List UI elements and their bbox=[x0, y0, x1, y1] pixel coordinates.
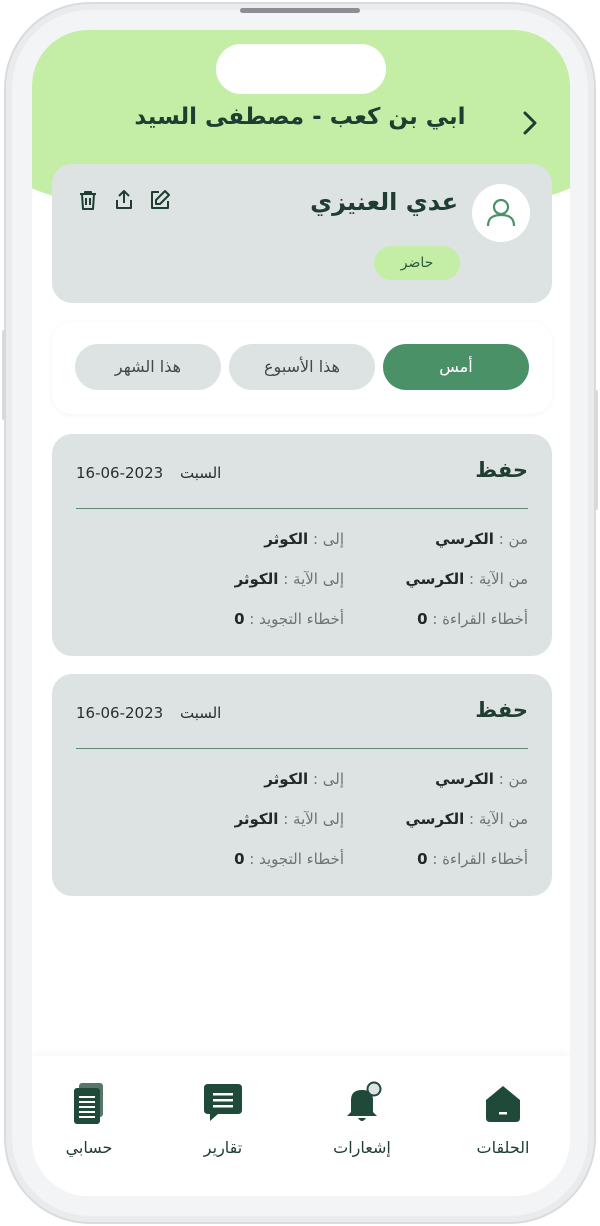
record-card[interactable] bbox=[52, 674, 552, 896]
to-ayah-row bbox=[235, 570, 344, 588]
edit-icon[interactable] bbox=[148, 188, 174, 214]
to-ayah-value: الكوثر bbox=[234, 810, 279, 828]
nav-item-reports[interactable] bbox=[173, 1080, 273, 1157]
record-day: السبت bbox=[179, 704, 222, 722]
reading-errors-value: 0 bbox=[417, 850, 428, 868]
home-icon bbox=[480, 1080, 526, 1126]
chat-icon bbox=[200, 1080, 246, 1126]
record-card[interactable] bbox=[52, 434, 552, 656]
to-ayah-label: إلى الآية : bbox=[283, 570, 344, 588]
tajweed-errors-value: 0 bbox=[234, 850, 245, 868]
bottom-nav bbox=[32, 1056, 570, 1196]
period-filter bbox=[52, 322, 552, 414]
to-value: الكوثر bbox=[264, 770, 309, 788]
share-icon[interactable] bbox=[112, 188, 138, 214]
from-ayah-value: الكرسي bbox=[405, 810, 465, 828]
from-ayah-row bbox=[405, 570, 528, 588]
tajweed-errors-label: أخطاء التجويد : bbox=[249, 850, 344, 868]
nav-item-account[interactable] bbox=[39, 1080, 139, 1157]
to-row bbox=[264, 530, 344, 548]
from-label: من : bbox=[498, 530, 528, 548]
tajweed-errors-row bbox=[234, 610, 344, 628]
filter-this-week[interactable]: هذا الأسبوع bbox=[229, 344, 375, 390]
from-value: الكرسي bbox=[435, 770, 494, 788]
chevron-right-icon[interactable] bbox=[518, 110, 542, 136]
bell-icon bbox=[339, 1080, 385, 1126]
user-icon bbox=[472, 184, 530, 242]
from-ayah-row bbox=[405, 810, 528, 828]
from-ayah-label: من الآية : bbox=[469, 570, 528, 588]
to-label: إلى : bbox=[312, 530, 344, 548]
nav-label: الحلقات bbox=[476, 1138, 530, 1157]
side-button bbox=[2, 330, 6, 420]
from-ayah-value: الكرسي bbox=[405, 570, 465, 588]
reading-errors-row bbox=[417, 850, 528, 868]
tajweed-errors-value: 0 bbox=[234, 610, 245, 628]
to-ayah-row bbox=[235, 810, 344, 828]
student-name: عدي العنيزي bbox=[310, 188, 458, 216]
record-date bbox=[76, 464, 221, 482]
from-row bbox=[435, 530, 528, 548]
divider bbox=[76, 748, 528, 749]
record-type: حفظ bbox=[475, 698, 528, 722]
record-day: السبت bbox=[179, 464, 222, 482]
status-badge: حاضر bbox=[374, 246, 460, 280]
nav-label: إشعارات bbox=[333, 1138, 391, 1157]
avatar bbox=[472, 184, 530, 242]
filter-this-month[interactable]: هذا الشهر bbox=[75, 344, 221, 390]
documents-icon bbox=[66, 1080, 112, 1126]
tajweed-errors-label: أخطاء التجويد : bbox=[249, 610, 344, 628]
from-value: الكرسي bbox=[435, 530, 494, 548]
to-ayah-value: الكوثر bbox=[234, 570, 279, 588]
nav-label: حسابي bbox=[65, 1138, 113, 1157]
nav-item-notifications[interactable] bbox=[312, 1080, 412, 1157]
nav-item-halaqat[interactable] bbox=[453, 1080, 553, 1157]
student-card bbox=[52, 164, 552, 303]
record-date bbox=[76, 704, 221, 722]
to-row bbox=[264, 770, 344, 788]
reading-errors-label: أخطاء القراءة : bbox=[432, 610, 528, 628]
reading-errors-value: 0 bbox=[417, 610, 428, 628]
reading-errors-label: أخطاء القراءة : bbox=[432, 850, 528, 868]
side-button bbox=[594, 390, 598, 510]
record-date-value: 16-06-2023 bbox=[76, 464, 164, 482]
student-actions bbox=[76, 188, 174, 214]
trash-icon[interactable] bbox=[76, 188, 102, 214]
from-row bbox=[435, 770, 528, 788]
tajweed-errors-row bbox=[234, 850, 344, 868]
from-ayah-label: من الآية : bbox=[469, 810, 528, 828]
to-label: إلى : bbox=[312, 770, 344, 788]
to-ayah-label: إلى الآية : bbox=[283, 810, 344, 828]
dynamic-island bbox=[216, 44, 386, 94]
record-date-value: 16-06-2023 bbox=[76, 704, 164, 722]
reading-errors-row bbox=[417, 610, 528, 628]
filter-yesterday[interactable]: أمس bbox=[383, 344, 529, 390]
nav-label: تقارير bbox=[203, 1138, 243, 1157]
divider bbox=[76, 508, 528, 509]
app-screen bbox=[32, 30, 570, 1196]
to-value: الكوثر bbox=[264, 530, 309, 548]
record-type: حفظ bbox=[475, 458, 528, 482]
from-label: من : bbox=[498, 770, 528, 788]
speaker bbox=[240, 8, 360, 13]
page-title: ابي بن كعب - مصطفى السيد bbox=[134, 104, 466, 130]
